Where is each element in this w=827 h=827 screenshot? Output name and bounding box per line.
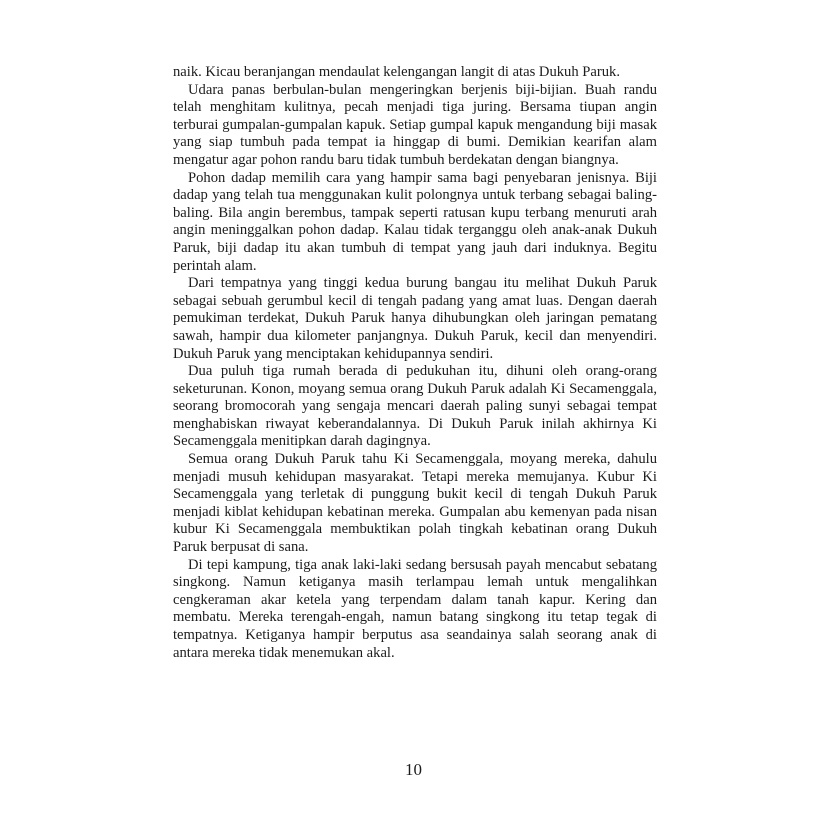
paragraph-4: Dari tempatnya yang tinggi kedua burung bangau itu melihat Dukuh Paruk sebagai sebuah gerumbul kecil di tengah padang yang amat luas. Dengan daerah pemukiman terdekat, Dukuh Paruk hanya dihubungkan oleh jaringan pematang sawah, hampir dua kilometer panjangnya. Dukuh Paruk, kecil dan menyendiri. Dukuh Paruk yang menciptakan kehidupannya sendiri. (173, 275, 657, 362)
paragraph-6: Semua orang Dukuh Paruk tahu Ki Secamenggala, moyang mereka, dahulu menjadi musuh kehidupan masyarakat. Tetapi mereka memujanya. Kubur Ki Secamenggala yang terletak di punggung bukit kecil di tengah Dukuh Paruk menjadi kiblat kehidupan kebatinan mereka. Gumpalan abu kemenyan pada nisan kubur Ki Secamenggala membuktikan polah tingkah kebatinan orang Dukuh Paruk berpusat di sana. (173, 451, 657, 556)
paragraph-1: naik. Kicau beranjangan mendaulat kelengangan langit di atas Dukuh Paruk. (173, 64, 620, 80)
body-text (173, 64, 657, 662)
page-number: 10 (405, 760, 422, 779)
paragraph-3: Pohon dadap memilih cara yang hampir sama bagi penyebaran jenisnya. Biji dadap yang telah tua menggunakan kulit polongnya untuk terbang sebagai baling-baling. Bila angin berembus, tampak seperti ratusan kupu terbang menuruti arah angin meninggalkan pohon dadap. Kalau tidak terganggu oleh anak-anak Dukuh Paruk, biji dadap itu akan tumbuh di tempat yang jauh dari induknya. Begitu perintah alam. (173, 169, 657, 274)
paragraph-2: Udara panas berbulan-bulan mengeringkan berjenis biji-bijian. Buah randu telah menghitam kulitnya, pecah menjadi tiga juring. Bersama tiupan angin terburai gumpalan-gumpalan kapuk. Setiap gumpal kapuk mengandung biji masak yang siap tumbuh pada tempat ia hinggap di bumi. Demikian kearifan alam mengatur agar pohon randu baru tidak tumbuh berdekatan dengan biangnya. (173, 81, 657, 168)
paragraph-7: Di tepi kampung, tiga anak laki-laki sedang bersusah payah mencabut sebatang singkong. Namun ketiganya masih terlampau lemah untuk mengalihkan cengkeraman akar ketela yang terpendam dalam tanah kapur. Kering dan membatu. Mereka terengah-engah, namun batang singkong itu tetap tegak di tempatnya. Ketiganya hampir berputus asa seandainya salah seorang anak di antara mereka tidak menemukan akal. (173, 556, 657, 661)
paragraph-5: Dua puluh tiga rumah berada di pedukuhan itu, dihuni oleh orang-orang seketurunan. Konon, moyang semua orang Dukuh Paruk adalah Ki Secamenggala, seorang bromocorah yang sengaja mencari daerah paling sunyi sebagai tempat menghabiskan riwayat keberandalannya. Di Dukuh Paruk inilah akhirnya Ki Secamenggala menitipkan darah dagingnya. (173, 363, 657, 450)
